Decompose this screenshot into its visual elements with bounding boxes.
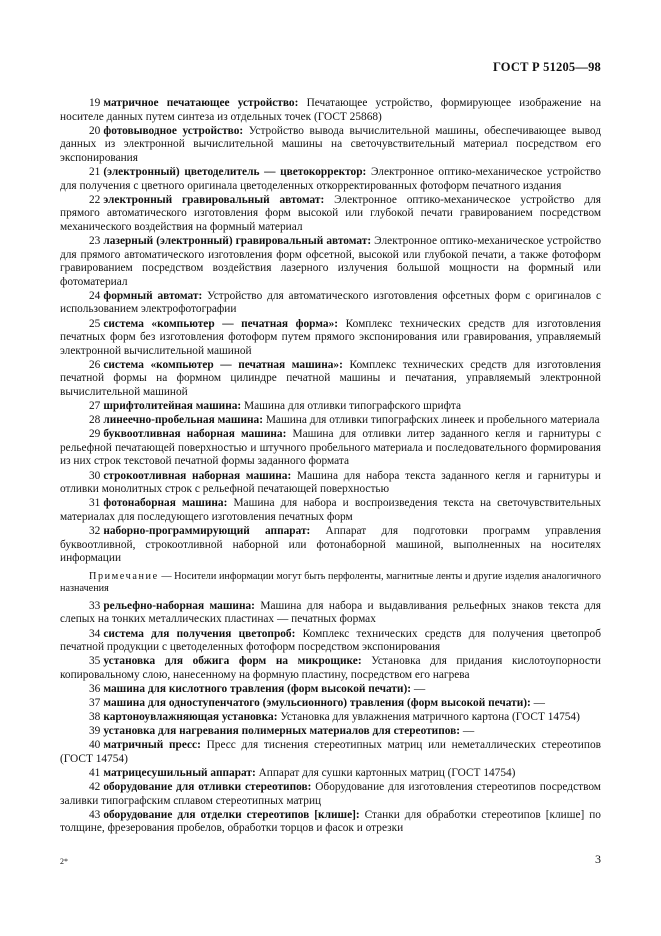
term-name: буквоотливная наборная машина: [103,428,287,441]
term-entry [60,697,601,711]
term-number: 19 [89,97,101,109]
term-definition: Электронное оптико-механическое устройство для прямого автоматического изготовления форм офсетной, высокой или глубокой печати, а также фотоформ гравированием посредством воздействия лазерного излучения большой мощности на формный или фотоматериал [60,234,601,288]
term-entry [60,525,601,566]
term-entry [60,166,601,193]
signature-mark: 2* [60,857,68,866]
term-entry [60,628,601,655]
term-name: (электронный) цветоделитель — цветокорректор: [103,165,367,178]
term-definition: Аппарат для подготовки программ управления буквоотливной, строкоотливной наборной или фотонаборной машиной, выполненных на носителях информации [60,524,601,565]
term-name: фотовыводное устройство: [103,124,244,137]
terms-list [60,97,601,836]
term-definition: Машина для отливки типографского шрифта [244,400,462,413]
term-entry [60,414,601,428]
term-number: 36 [89,682,101,695]
term-number: 26 [89,358,101,371]
term-entry [60,781,601,808]
term-entry [60,359,601,400]
term-definition: — [413,682,426,695]
term-number: 39 [89,725,101,738]
term-entry [60,809,601,836]
term-number: 20 [89,124,101,137]
term-number: 23 [89,234,101,247]
term-definition: Электронное оптико-механическое устройство для получения с цветного оригинала цветоделенных откорректированных фотоформ печатного издания [60,165,601,192]
term-name: оборудование для отделки стереотипов [клише]: [103,808,360,821]
term-name: установка для обжига форм на микрощике: [103,655,362,668]
term-name: оборудование для отливки стереотипов: [103,781,312,794]
term-number: 40 [89,739,101,752]
term-entry [60,725,601,739]
term-definition: Машина для набора текста заданного кегля и гарнитуры и отливки монолитных строк с рельефной печатающей поверхностью [60,469,601,496]
term-number: 27 [89,400,101,413]
term-number: 25 [89,317,101,330]
note-paragraph [60,571,601,596]
term-definition: Установка для придания кислотоупорности копировальному слою, нанесенному на формную пластину, посредством его нагрева [60,655,601,681]
term-definition: Устройство вывода вычислительной машины, обеспечивающее вывод данных из электронной вычислительной машины на светочувствительный материал посредством его экспонирования [60,124,601,164]
term-number: 22 [89,193,101,206]
note-text: — Носители информации могут быть перфоленты, магнитные ленты и другие изделия аналогичного назначения [60,570,601,595]
term-entry [60,683,601,697]
note-label: Примечание [89,570,159,582]
term-definition: Машина для набора и воспроизведения текста на светочувствительных материалах для последующего изготовления печатных форм [60,497,601,523]
term-definition: Комплекс технических средств для получения цветопроб печатной продукции с цветоделенных фотоформ посредством экспонирования [60,627,601,654]
term-name: строкоотливная наборная машина: [103,469,292,482]
term-definition: Аппарат для сушки картонных матриц (ГОСТ 14754) [258,767,516,779]
term-definition: Станки для обработки стереотипов [клише] по толщине, фрезерования пробелов, обработки торцов и фасок и отрезки [60,808,601,835]
term-number: 38 [89,711,101,724]
term-number: 37 [89,697,101,710]
term-name: формный автомат: [103,289,203,302]
term-entry [60,711,601,725]
term-number: 42 [89,781,101,794]
term-name: фотонаборная машина: [103,497,228,510]
term-number: 30 [89,469,101,482]
term-entry [60,194,601,235]
term-definition: Комплекс технических средств для изготовления печатной формы на формном цилиндре печатной машины и печатания, управляемый электронной вычислительной машиной [60,358,601,398]
term-name: рельефно-наборная машина: [103,599,255,612]
terms-group-1 [60,97,601,566]
term-definition: — [462,725,475,738]
term-name: система для получения цветопроб: [103,627,296,640]
term-number: 32 [89,524,101,537]
term-entry [60,428,601,469]
term-entry [60,318,601,359]
term-definition: Установка для увлажнения матричного картона (ГОСТ 14754) [280,711,580,724]
term-name: машина для одноступенчатого (эмульсионного) травления (форм высокой печати): [103,697,531,710]
term-definition: Машина для отливки типографских линеек и пробельного материала [265,414,600,427]
term-definition: Машина для набора и выдавливания рельефных знаков текста для слепых на тонких металлических пластинах — печатных формах [60,599,601,626]
term-number: 35 [89,655,101,668]
term-number: 29 [89,428,101,441]
document-code: ГОСТ Р 51205—98 [492,60,601,74]
term-definition: — [533,697,546,710]
term-number: 43 [89,808,101,821]
term-entry [60,470,601,497]
term-entry [60,600,601,627]
term-entry [60,739,601,766]
term-definition: Устройство для автоматического изготовления офсетных форм с оригиналов с использованием электрофотографии [60,289,601,316]
term-name: машина для кислотного травления (форм высокой печати): [103,682,412,695]
term-name: установка для нагревания полимерных материалов для стереотипов: [103,725,461,738]
term-name: наборно-программирующий аппарат: [103,524,311,537]
term-name: система «компьютер — печатная машина»: [103,358,343,371]
term-definition: Машина для отливки литер заданного кегля и гарнитуры с рельефной печатающей поверхностью и штучного пробельного материала и последовательного формирования из них строк текстовой печатной формы заданного формата [60,428,601,468]
term-number: 31 [89,497,101,510]
term-entry [60,97,601,124]
term-number: 41 [89,767,101,779]
term-entry [60,290,601,317]
term-name: матрицесушильный аппарат: [103,767,256,779]
term-number: 34 [89,627,101,640]
term-name: линеечно-пробельная машина: [103,414,263,427]
term-name: лазерный (электронный) гравировальный автомат: [103,234,372,247]
term-entry [60,125,601,166]
terms-group-2 [60,600,601,836]
term-definition: Комплекс технических средств для изготовления печатных форм без изготовления фотоформ путем прямого экспонирования или гравирования, управляемый электронной вычислительной машиной [60,317,601,357]
term-definition: Печатающее устройство, формирующее изображение на носителе данных путем синтеза из отдельных точек (ГОСТ 25868) [60,97,601,123]
term-name: шрифтолитейная машина: [103,400,242,413]
term-entry [60,767,601,781]
term-entry [60,497,601,524]
term-definition: Оборудование для изготовления стереотипов посредством заливки типографским сплавом стереотипных матриц [60,781,601,807]
term-name: картоноувлажняющая установка: [103,711,278,724]
term-entry [60,655,601,682]
page-number: 3 [595,852,601,866]
term-name: электронный гравировальный автомат: [103,193,325,206]
term-name: система «компьютер — печатная форма»: [103,317,339,330]
term-number: 21 [89,165,101,178]
term-entry [60,235,601,289]
term-number: 33 [89,599,101,612]
term-number: 24 [89,289,101,302]
term-definition: Электронное оптико-механическое устройство для прямого автоматического изготовления форм высокой или глубокой печати гравированием посредством механического воздействия на формный материал [60,193,601,233]
term-entry [60,400,601,414]
term-name: матричный пресс: [103,739,201,752]
term-name: матричное печатающее устройство: [103,97,299,109]
term-definition: Пресс для тиснения стереотипных матриц или неметаллических стереотипов (ГОСТ 14754) [60,739,601,765]
term-number: 28 [89,414,101,427]
